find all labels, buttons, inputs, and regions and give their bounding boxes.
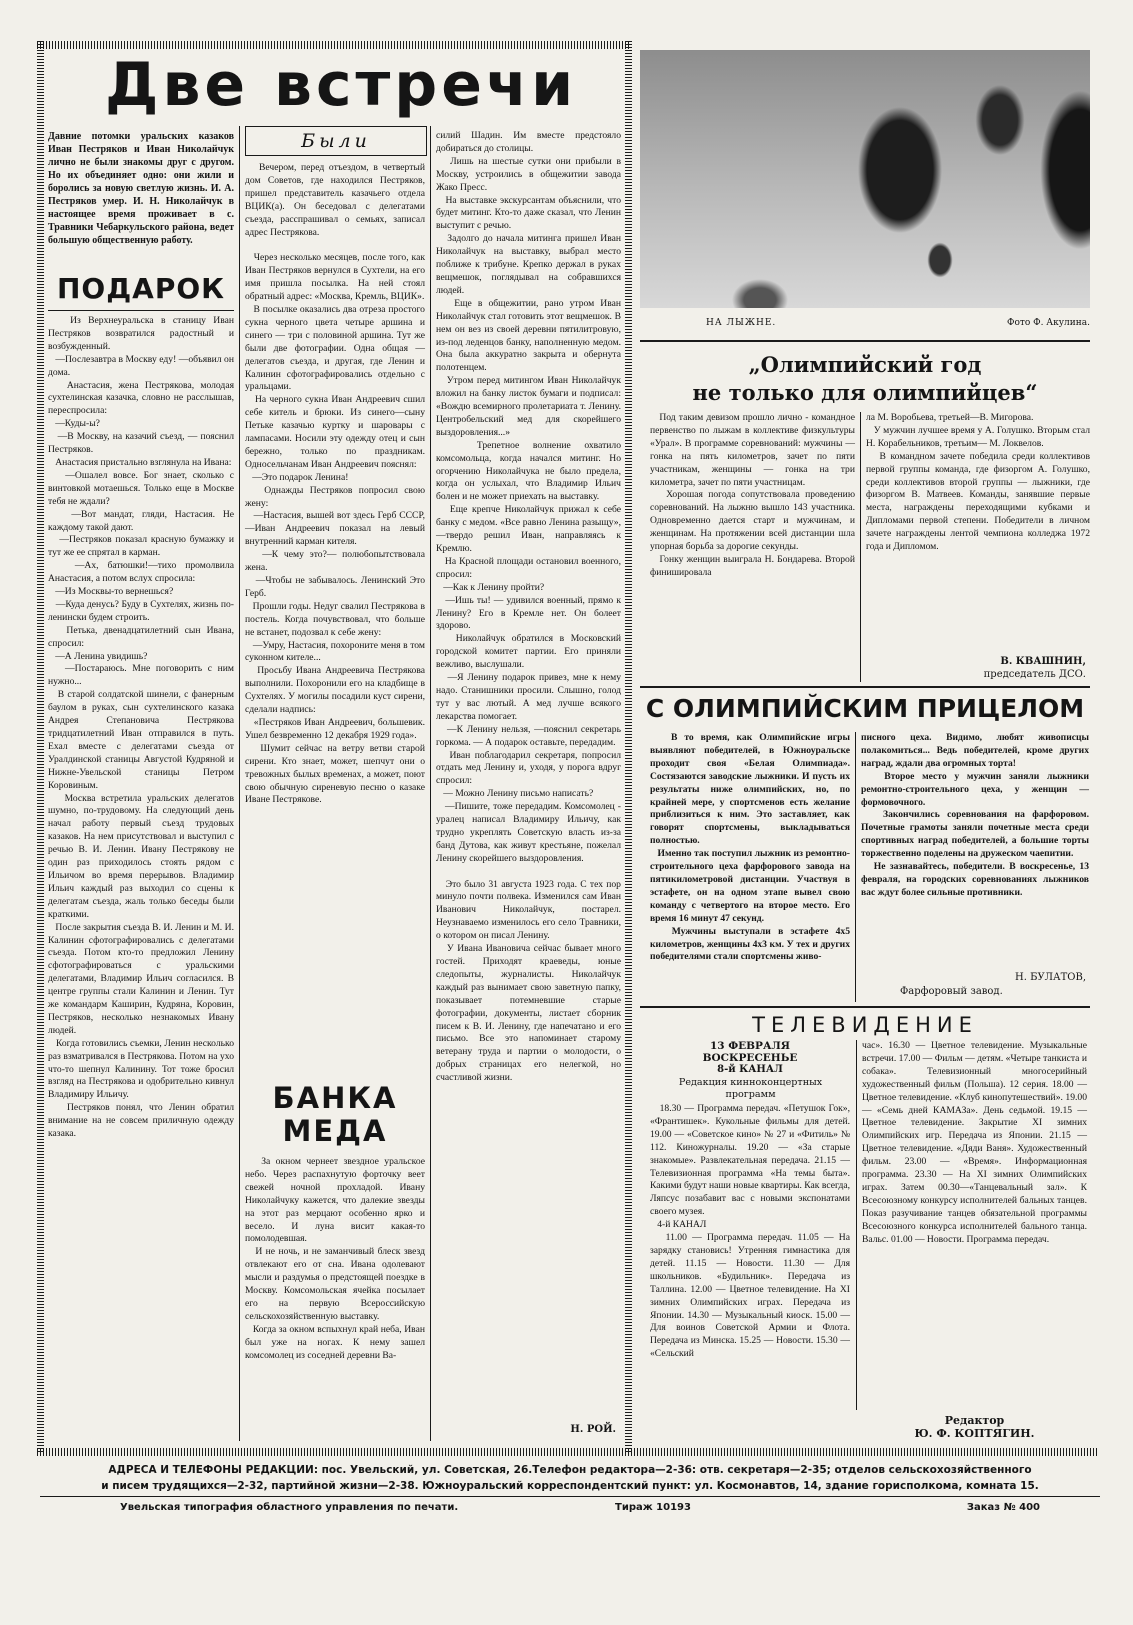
nikolaychuk-body: силий Шадин. Им вместе предстояло добираться до столицы. Лишь на шестые сутки они прибыли в Москву, устроились в общежитии завода Жако Пресс. На выставке экскурсантам объяснили, что будет митинг. Кто-то даже сказал, что Ленин выступит с речью. Задолго до начала митинга пришел Иван Николайчук на выставку, выбрал место поближе к трибуне. Крепко держал в руках вещмешок, поглядывал на собравшихся людей. Еще в общежитии, рано утром Иван Николайчук стал готовить этот вещмешок. В нем он вез из своей деревни пятилитровую, из-под леденцов банку, наполненную медом. Она была аккуратно закрыта и обернута полотенцем. Утром перед митингом Иван Николайчук вложил на банку листок бумаги и подписал: «Вождю всемирного пролетариата т. Ленину. Центробельский мед для скорейшего выздоровления...» Трепетное волнение охватило комсомольца, когда начался митинг. Но огорчению Николайчука не было предела, когда он услыхал, что Владимир Ильич болен и не может приехать на выставку. Еще крепче Николайчук прижал к себе банку с медом. «Все равно Ленина разыщу», —твердо решил Иван, направляясь к Кремлю. На Красной площади остановил военного, спросил: —Как к Ленину пройти? —Ишь ты! — удивился военный, прямо к Ленину? Его в Кремле нет. Он болеет здорово. Николайчук обратился в Московский городской комитет партии. Его приняли вежливо, выслушали. —Я Ленину подарок привез, мне к нему надо. Станишники просили. Слышно, голод тут у вас лютый. А мед лучше всякого лекарства помогает. —К Ленину нельзя, —пояснил секретарь горкома. — А подарок оставьте, передадим. Иван поблагодарил секретаря, попросил отдать мед Ленину и, уходя, у порога вдруг спросил: — Можно Ленину письмо написать? —Пишите, тоже передадим. Комсомолец - уралец написал Владимиру Ильичу, как трудно укреплять Советскую власть из-за банд Дутова, как живут крестьяне, пожелал Ленину скорейшего выздоровления. Это было 31 августа 1923 года. С тех пор минуло почти полвека. Изменился сам Иван Иванович Николайчук, постарел. Неузнаваемо изменилось его село Травники, о котором он писал Ленину. У Ивана Ивановича сейчас бывает много гостей. Приходят краеведы, юные следопыты, журналисты. Николайчук каждый раз вынимает свою заветную папку, показывает потемневшие старые фотографии, документы, листает сборник писем к В. И. Ленину, где напечатано и его письмо. Все это напоминает старому ветерану труда и партии о молодости, о добрых страницах его нелегкой, но счастливой жизни. bbox=[436, 130, 622, 1084]
olymp-rule bbox=[640, 686, 1090, 688]
footer-rule bbox=[40, 1496, 1100, 1497]
ski-photo bbox=[640, 50, 1090, 308]
bottom-border bbox=[37, 1448, 1097, 1456]
footer-address-1: АДРЕСА И ТЕЛЕФОНЫ РЕДАКЦИИ: пос. Увельский, ул. Советская, 26.Телефон редактора—2-36: отв. секретаря—2-35; отделов сельскохозяйственного bbox=[108, 1464, 1032, 1476]
footer-address-2: и писем трудящихся—2-32, партийной жизни—2-38. Южноуральский корреспондентский пункт: ул. Космонавтов, 14, здание горисполкома, комната 15. bbox=[101, 1480, 1039, 1492]
photo-rule bbox=[640, 340, 1090, 342]
photo-credit: Фото Ф. Акулина. bbox=[1006, 318, 1090, 328]
olymp-col2: ла М. Воробьева, третьей—В. Мигорова. У мужчин лучшее время у А. Голушко. Вторым стал Н. Корабельников, третьим— М. Локвелов. В командном зачете победила среди коллективов первой группы команда, где физоргом А. Голушко, среди коллективов второй группы — лыжники, где физоргом В. Матвеев. Команды, занявшие первые места, награждены переходящими кубками и Дипломами первой степени. Победители в личном зачете награждены лентой чемпиона колледжа 1972 года и Дипломом. bbox=[866, 412, 1091, 553]
pricel-sign-role: Фарфоровый завод. bbox=[900, 986, 1003, 997]
pricel-sign-name: Н. БУЛАТОВ, bbox=[1015, 972, 1086, 983]
footer-order: Заказ № 400 bbox=[966, 1502, 1040, 1513]
olymp-title-line2: не только для олимпийцев“ bbox=[692, 380, 1038, 405]
pricel-col1: В то время, как Олимпийские игры выявляют победителей, в Южноуральске проходит своя «Белая Олимпиада». Состязаются заводские лыжники. И пусть их результаты ниже олимпийских, но, по крайней мере, у спортсменов есть желание приблизиться к ним. Это заставляет, как говорят спортсмены, выкладываться полностью. Именно так поступил лыжник из ремонтно-строительного цеха фарфорового завода на пятикилометровой дистанции. Участвуя в эстафете, он на одном этапе вывел свою команду с четвертого на второе место. Его время 16 минут 47 секунд. Мужчины выступали в эстафете 4х5 километров, женщины 4х3 км. У тех и других победителями стали спортсмены живо- bbox=[650, 732, 851, 963]
left-border bbox=[37, 41, 44, 1454]
olymp-sign-name: В. КВАШНИН, bbox=[1000, 656, 1086, 667]
byli-body: Вечером, перед отъездом, в четвертый дом Советов, где находился Пестряков, пришел представитель казачьего отдела ВЦИК(а). Он беседовал с делегатами съезда, расспрашивал о семьях, записал адрес Пестрякова. Через несколько месяцев, после того, как Иван Пестряков вернулся в Сухтели, на его имя пришла посылка. На ней стоял обратный адрес: «Москва, Кремль, ВЦИК». В посылке оказались два отреза простого сукна черного цвета четыре аршина и синего — три с половиной аршина. Тут же были две фотографии. Одна общая — делегатов съезда, и другая, где Ленин и Калинин сфотографировались отдельно с уральцами. На черного сукна Иван Андреевич сшил себе китель и брюки. Из синего—сыну Петьке казачью куртку и шаровары с лампасами. Носили эту одежду отец и сын бережно, только по праздникам. Односельчанам Иван Андреевич пояснял: —Это подарок Ленина! Однажды Пестряков попросил свою жену: —Настасия, вышей вот здесь Герб СССР, —Иван Андреевич показал на левый внутренний карман кителя. —К чему это?— полюбопытствовала жена. —Чтобы не забывалось. Ленинский Это Герб. Прошли годы. Недуг свалил Пестрякова в постель. Когда почувствовал, что больше не встанет, подозвал к себе жену: —Умру, Настасия, похороните меня в том суконном кителе... Просьбу Ивана Андреевича Пестрякова выполнили. Похоронили его на кладбище в Сухтелях. У могилы посадили куст сирени, сделали надпись: «Пестряков Иван Андреевич, большевик. Ушел безвременно 12 декабря 1929 года». Шумит сейчас на ветру ветви старой сирени. Кто знает, может, шепчут они о тревожных былых временах, а может, поют свою обычную сиреневую песню о казаке Иване Пестрякове. bbox=[245, 162, 425, 806]
tv-title: ТЕЛЕВИДЕНИЕ bbox=[752, 1013, 978, 1037]
olymp-title-line1: „Олимпийский год bbox=[748, 352, 982, 377]
photo-caption: НА ЛЫЖНЕ. bbox=[706, 318, 777, 328]
pricel-rule bbox=[640, 1006, 1090, 1008]
col-rule-1 bbox=[239, 126, 240, 1441]
podarok-body: Из Верхнеуральска в станицу Иван Пестряков возвратился радостный и возбужденный. —Послезавтра в Москву еду! —объявил он дома. Анастасия, жена Пестрякова, молодая сухтелинская казачка, словно не расслышав, переспросила: —Куды-ы? —В Москву, на казачий съезд, — пояснил Пестряков. Анастасия пристально взглянула на Ивана: —Ошалел вовсе. Бог знает, сколько с винтовкой мотаешься. Только еще в Москве тебя не ждали? —Вот мандат, гляди, Настасия. Не каждому такой дают. —Пестряков показал красную бумажку и тут же ее спрятал в карман. —Ах, батюшки!—тихо промолвила Анастасия, а потом вслух спросила: —Из Москвы-то вернешься? —Куда денусь? Буду в Сухтелях, жизнь по-ленински будем строить. Петька, двенадцатилетний сын Ивана, спросил: —А Ленина увидишь? —Постараюсь. Мне поговорить с ним нужно... В старой солдатской шинели, с фанерным баулом в руках, сын сухтелинского казака Андрея Степановича Пестрякова тридцатилетний Иван отправился в путь. Ехал вместе с делегатами съезда от Уралдинской станицы Августой Кудряной и Нижне-Увельской станицы Петром Коровиным. Москва встретила уральских делегатов шумно, по-трудовому. На следующий день начал работу первый съезд трудовых казаков. На нем присутствовал и выступил с речью В. И. Ленин. Ивану Пестрякову не один раз приходилось стоять рядом с Ильичом во время перерывов. Владимир Ильич каждый раз выходил со сцены к делегатам съезда, жаль только беседы были краткими. После закрытия съезда В. И. Ленин и М. И. Калинин сфотографировались с делегатами съезда. Потом кто-то предложил Ленину сфотографироваться с уральскими делегатами, Владимир Ильич согласился. В центре группы стали Калинин и Ленин. Тут же командарм Каширин, Кудряна, Коровин, Пестряков, несколько незнакомых Ивану людей. Когда готовились съемки, Ленин несколько раз взматривался в Пестрякова. Потом на ухо что-то шепнул Калинину. Тот тоже бросил взгляд на Пестрякова и одобрительно кивнул Владимиру Ильичу. Пестряков понял, что Ленин обратил внимание на не совсем приличную одежду казака. bbox=[48, 315, 235, 1140]
tv-date: 13 ФЕВРАЛЯ bbox=[709, 1040, 791, 1052]
editor-label: Редактор bbox=[944, 1414, 1005, 1427]
olymp-col-rule bbox=[860, 412, 861, 682]
byli-title: Были bbox=[245, 126, 427, 156]
olymp-sign-role: председатель ДСО. bbox=[983, 669, 1086, 680]
banka-body: За окном чернеет звездное уральское небо. Через распахнутую форточку веет свежей ночной прохладой. Ивану Николайчуку кажется, что далекие звезды на этот раз мерцают особенно ярко и весело. И луна висит какая-то помолодевшая. И не ночь, и не заманчивый блеск звезд отвлекают его от сна. Ивана одолевают мысли и раздумья о предстоящей поездке в Москву. Комсомольская ячейка посылает его на первую Всероссийскую сельскохозяйственную выставку. Когда за окном вспыхнул край неба, Иван был уже на ногах. К нему зашел комсомолец из соседней деревни Ва- bbox=[245, 1156, 425, 1361]
tv-col1: 18.30 — Программа передач. «Петушок Гок», «Франтишек». Кукольные фильмы для детей. 19.00 — «Советское кино» № 27 и «Фитиль» № 112. Киножурналы. 19.20 — «За старые знакомые». Развлекательная передача. 21.15 — Телевизионная программа «На темы быта». Какими будут наши новые квартиры. Как всегда, Ляпсус позабавит вас с новыми экспонатами своего музея. 4-й КАНАЛ 11.00 — Программа передач. 11.05 — На зарядку становись! Утренняя гимнастика для детей. 11.15 — Новости. 11.30 — Для школьников. «Будильник». Передача из Таллина. 12.00 — Цветное телевидение. На XI зимних Олимпийских играх. Передача из Японии. 14.30 — Музыкальный киоск. 15.00 — Для воинов Советской Армии и Флота. Передача из Минска. 15.25 — Новости. 15.30 — «Сельский bbox=[650, 1103, 850, 1360]
podarok-rule bbox=[48, 310, 234, 311]
banka-title-line1: БАНКА bbox=[272, 1081, 398, 1115]
tv-col2: час». 16.30 — Цветное телевидение. Музыкальные встречи. 17.00 — Фильм — детям. «Четыре танкиста и собака». Телевизионный многосерийный художественный фильм (Польша). 12 серия. 18.00 — Цветное телевидение. «Клуб кинопутешествий». 19.00 — «Семь дней КАМАЗа». День седьмой. 19.15 — Цветное телевидение. Закрытие XI зимних Олимпийских игр. Передача из Японии. 21.15 — Цветное телевидение. «Дяди Ваня». Художественный фильм. 23.00 — «Время». Информационная программа. 23.30 — На XI зимних Олимпийских играх. Затем 00.30—«Танцевальный зал». К Всесоюзному конкурсу исполнителей бальных танцев. Показ разучивание танцев обязательной программы Всесоюзного конкурса исполнителей бального танца. Вальс. 01.00 — Новости. Программа передач. bbox=[862, 1040, 1090, 1245]
col-rule-2 bbox=[430, 126, 431, 1441]
top-border-left bbox=[37, 41, 629, 49]
pricel-col2: писного цеха. Видимо, любят живописцы полакомиться... Ведь победителей, кроме других наград, ждали два огромных торта! Второе место у мужчин заняли лыжники ремонтно-строительного цеха, у женщин — формовочного. Закончились соревнования на фарфоровом. Почетные грамоты заняли почетные места среди спортивных наград победителей, а большие торты торжественно поделены на дружеском чаепитии. Не зазнавайтесь, победители. В воскресенье, 13 февраля, на городских соревнованиях лыжников вас ждут более сильные противники. bbox=[861, 732, 1089, 898]
lead-paragraph: Давние потомки уральских казаков Иван Пестряков и Иван Николайчук лично не были знакомы друг с другом. Но их объединяет одно: они жили и боролись за новую светлую жизнь. И. А. Пестряков умер. И. Н. Николайчук в настоящее время проживает в с. Травники Чебаркульского района, ведет большую общественную работу. bbox=[48, 131, 237, 246]
footer-circulation: Тираж 10193 bbox=[615, 1502, 691, 1513]
tv-col-rule bbox=[856, 1040, 857, 1410]
pricel-col-rule bbox=[855, 732, 856, 1002]
podarok-title: ПОДАРОК bbox=[56, 272, 226, 305]
tv-edition: Редакция кинноконцертных программ bbox=[678, 1077, 823, 1100]
olymp-col1: Под таким девизом прошло лично - командное первенство по лыжам в коллективе физкультуры «Урал». В программе соревнований: мужчины — гонка на пять километров, зачет по пяти участникам, женщины — гонка на три километра, зачет по пяти участницам. Хорошая погода сопутствовала проведению соревнований. На лыжню вышло 143 участника. Одновременно дается старт и мужчинам, и женщинам. На протяжении всей дистанции шла упорная борьба за дорогие секунды. Гонку женщин выиграла Н. Бондарева. Второй финишировала bbox=[650, 412, 855, 578]
banka-title-line2: МЕДА bbox=[282, 1114, 388, 1148]
main-headline: Две встречи bbox=[105, 50, 578, 120]
tv-channel: 8-й КАНАЛ bbox=[717, 1064, 783, 1075]
pricel-title: С ОЛИМПИЙСКИМ ПРИЦЕЛОМ bbox=[645, 694, 1085, 723]
center-border bbox=[625, 41, 632, 1454]
tv-day: ВОСКРЕСЕНЬЕ bbox=[702, 1052, 798, 1064]
footer-printer: Увельская типография областного управления по печати. bbox=[120, 1502, 459, 1513]
editor-name: Ю. Ф. КОПТЯГИН. bbox=[914, 1427, 1035, 1440]
signature-roi: Н. РОЙ. bbox=[570, 1424, 616, 1435]
